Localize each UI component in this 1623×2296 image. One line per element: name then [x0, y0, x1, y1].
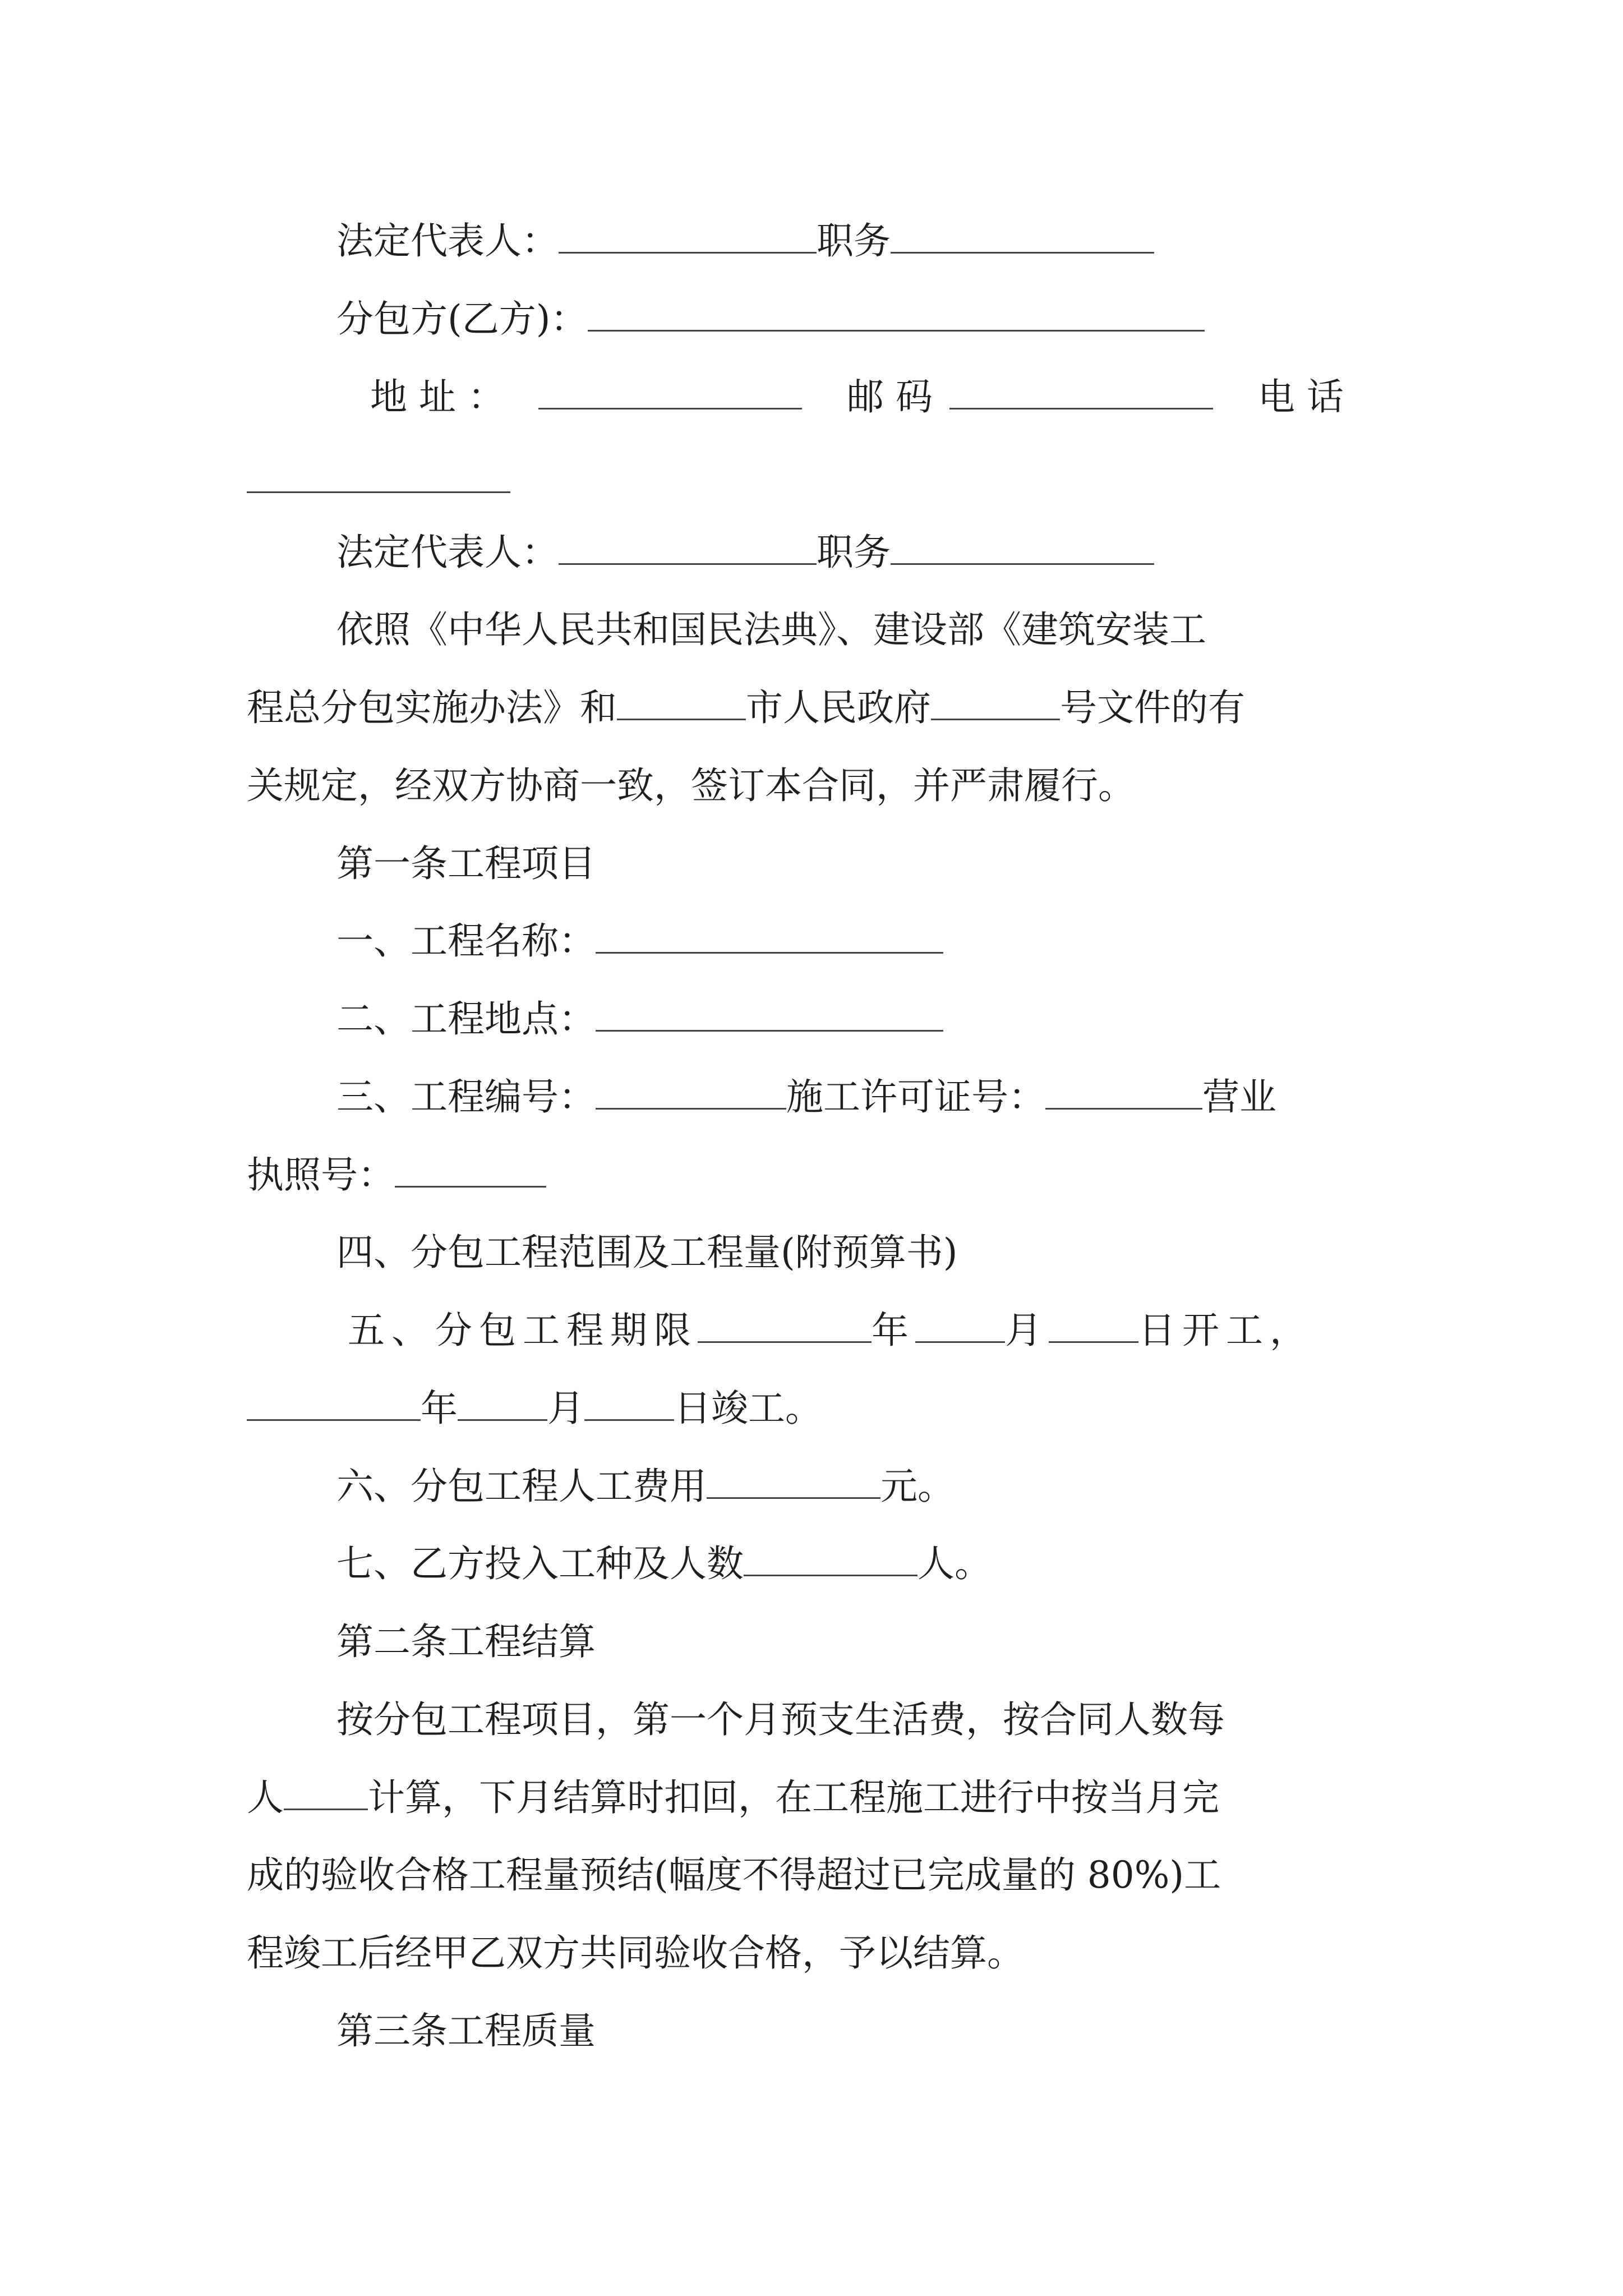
permit-number-label: 施工许可证号：: [786, 1075, 1045, 1119]
article-2-line-3: 成的验收合格工程量预结(幅度不得超过已完成量的 80%)工: [247, 1853, 1221, 1897]
party-b-rep-line: [336, 527, 1154, 578]
article-1-item-2: [336, 994, 943, 1045]
party-b-name-label: 分包方(乙方)：: [336, 297, 588, 341]
article-1-title: 第一条工程项目: [336, 842, 596, 885]
finish-day-blank: [584, 1388, 674, 1421]
start-label: 日开工，: [1138, 1309, 1313, 1352]
city-blank: [617, 687, 746, 720]
finish-month-label: 月: [547, 1387, 584, 1430]
permit-number-blank: [1045, 1076, 1202, 1110]
start-day-blank: [1049, 1310, 1138, 1343]
article-2-line-4: 程竣工后经甲乙双方共同验收合格，予以结算。: [247, 1931, 1024, 1975]
party-b-position-label: 职务: [817, 531, 891, 574]
project-number-label: 三、工程编号：: [336, 1075, 596, 1119]
article-3-title: 第三条工程质量: [336, 2009, 596, 2053]
project-location-blank: [596, 999, 943, 1032]
preamble-line-3: 关规定，经双方协商一致，签订本合同，并严肃履行。: [247, 764, 1135, 807]
article-2-text-a: 人: [247, 1776, 284, 1819]
allowance-blank: [284, 1777, 368, 1810]
finish-month-blank: [458, 1388, 547, 1421]
start-month-label: 月: [1005, 1309, 1049, 1352]
preamble-line-1: 依照《中华人民共和国民法典》、建设部《建筑安装工: [336, 608, 1206, 651]
finish-label: 日竣工。: [674, 1387, 822, 1430]
labor-cost-label: 六、分包工程人工费用: [336, 1465, 707, 1508]
start-year-blank: [698, 1310, 872, 1343]
article-1-item-3-cont: [247, 1150, 546, 1200]
start-month-blank: [915, 1310, 1005, 1343]
project-name-label: 一、工程名称：: [336, 919, 596, 963]
finish-year-blank: [247, 1388, 421, 1421]
preamble-text-c: 号文件的有: [1060, 686, 1245, 729]
article-2-line-2: [247, 1773, 1219, 1823]
labor-cost-unit: 元。: [880, 1465, 955, 1508]
preamble-line-2: [247, 683, 1245, 733]
article-1-item-3: [336, 1072, 1276, 1122]
workers-label: 七、乙方投入工种及人数: [336, 1542, 744, 1585]
project-number-blank: [596, 1076, 786, 1110]
party-a-rep-label: 法定代表人：: [336, 219, 559, 263]
article-2-line-1: 按分包工程项目，第一个月预支生活费，按合同人数每: [336, 1698, 1225, 1741]
finish-year-label: 年: [421, 1387, 458, 1430]
license-label-a: 营业: [1202, 1075, 1276, 1119]
party-a-rep-blank: [559, 220, 817, 254]
project-location-label: 二、工程地点：: [336, 997, 596, 1041]
article-2-text-b: 计算，下月结算时扣回，在工程施工进行中按当月完: [368, 1776, 1219, 1819]
party-b-name-line: [336, 294, 1205, 344]
party-a-rep-line: [336, 216, 1154, 266]
party-b-contact-line: [370, 372, 1344, 422]
party-b-phone-blank: [247, 491, 510, 493]
party-b-name-blank: [588, 298, 1205, 332]
license-label-b: 执照号：: [247, 1153, 395, 1197]
party-b-phone-label: 电 话: [1257, 375, 1344, 418]
project-name-blank: [596, 921, 943, 954]
party-b-address-label: 地 址 ：: [370, 375, 505, 418]
article-2-title: 第二条工程结算: [336, 1620, 596, 1663]
article-1-item-1: [336, 916, 943, 967]
labor-cost-blank: [707, 1466, 880, 1499]
license-number-blank: [395, 1154, 546, 1188]
document-number-blank: [931, 687, 1060, 720]
party-b-rep-label: 法定代表人：: [336, 531, 559, 574]
article-1-item-7: [336, 1539, 992, 1589]
party-a-position-label: 职务: [817, 219, 891, 263]
article-1-item-5: [348, 1305, 1313, 1356]
article-1-item-5-cont: [247, 1383, 822, 1434]
party-a-position-blank: [891, 220, 1154, 254]
workers-blank: [744, 1543, 917, 1576]
preamble-text-a: 程总分包实施办法》和: [247, 686, 617, 729]
period-label: 五、分包工程期限: [348, 1309, 698, 1352]
party-b-position-blank: [891, 532, 1154, 565]
start-year-label: 年: [872, 1309, 915, 1352]
article-1-item-6: [336, 1461, 955, 1512]
party-b-address-blank: [538, 376, 802, 409]
party-b-zip-label: 邮 码: [846, 375, 933, 418]
preamble-text-b: 市人民政府: [746, 686, 931, 729]
party-b-zip-blank: [949, 376, 1213, 409]
workers-unit: 人。: [917, 1542, 992, 1585]
party-b-rep-blank: [559, 532, 817, 565]
article-1-item-4: 四、分包工程范围及工程量(附预算书): [336, 1231, 958, 1274]
